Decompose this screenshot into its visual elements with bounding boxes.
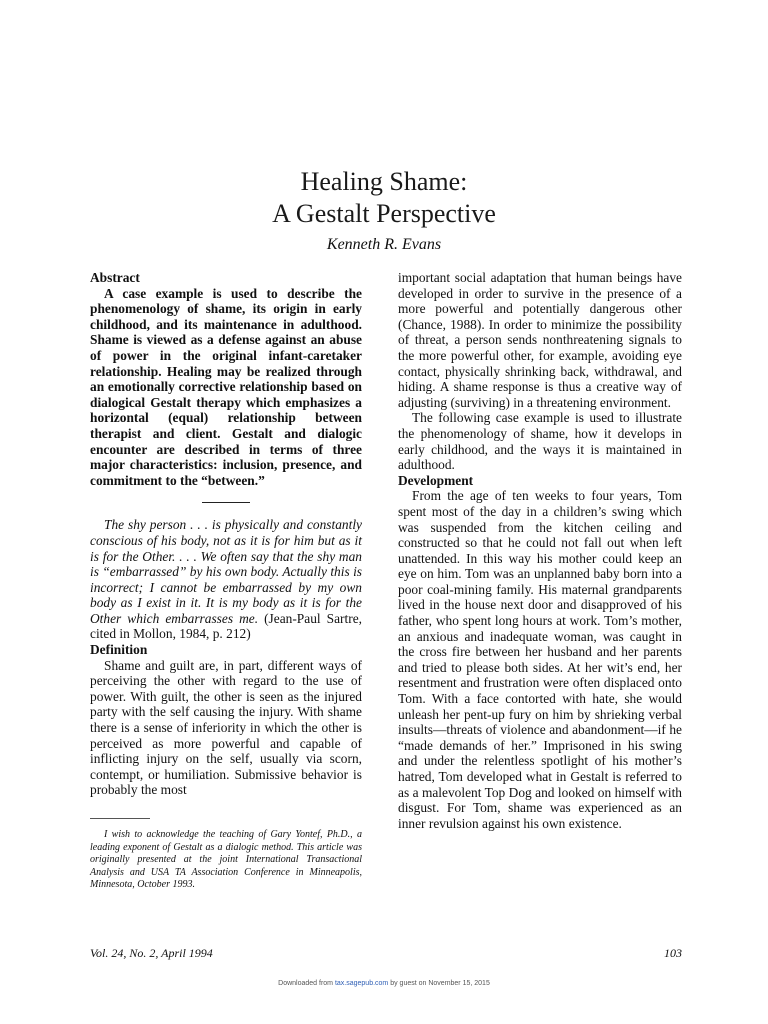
development-text: From the age of ten weeks to four years, Tom spent most of the day in a children’s swing which was suspended from the kitchen ceiling and constructed so that he could not fall out when left unattended. In this way his mother could keep an eye on him. Tom was an unplanned baby born into a poor coal-mining family. His maternal grandparents lived in the house next door and disapproved of his father, who spent long hours at work. Tom’s mother, an anxious and inadequate woman, was caught in the cross fire between her husband and her parents and tried to please both sides. At her wit’s end, her resentment and frustration were often displaced onto Tom. With a face contorted with hate, she would unleash her pent-up fury on him by shrieking verbal insults—threats of violence and abandonment—if he “made demands of her.” Imprisoned in his swing and under the relentless spotlight of his mother’s hatred, Tom developed what in Gestalt is referred to as a malevolent Top Dog and looked on himself with disgust. For Tom, shame was experienced as an inner revulsion against his own existence. [398, 488, 682, 831]
title-line-2: A Gestalt Perspective [272, 199, 496, 228]
definition-text: Shame and guilt are, in part, different ways of perceiving the other with regard to the use of power. With guilt, the other is seen as the injured party with the self causing the injury. With shame there is a sense of inferiority in which the other is perceived as more powerful and capable of inflicting injury on the self, usually via scorn, contempt, or humiliation. Submissive behavior is probably the most [90, 657, 362, 798]
left-column [90, 270, 362, 892]
download-prefix: Downloaded from [278, 980, 335, 987]
journal-citation: Vol. 24, No. 2, April 1994 [90, 946, 213, 960]
title-line-1: Healing Shame: [300, 167, 468, 196]
abstract-heading: Abstract [90, 270, 140, 285]
definition-heading: Definition [90, 642, 148, 658]
article-title [0, 166, 768, 230]
right-paragraph-1: important social adaptation that human beings have developed in order to survive in the presence of a more powerful and potentially dangerous other (Chance, 1988). In order to minimize the possibility of threat, a person sends nonthreatening signals to the more powerful other, for example, avoiding eye contact, physically shrinking back, withdrawal, and hiding. A shame response is thus a creative way of adjusting (surviving) in a threatening environment. [398, 270, 682, 410]
epigraph [90, 517, 362, 642]
epigraph-quote: The shy person . . . is physically and constantly conscious of his body, not as it is for him but as it is for the Other. . . . We often say that the shy man is “embarrassed” by his own body. Actually this is incorrect; I cannot be embarrassed by my own body as I exist in it. It is my body as it is for the Other which embarrasses me. [90, 517, 362, 626]
right-column [398, 270, 682, 831]
download-link[interactable]: tax.sagepub.com [334, 980, 389, 987]
download-notice [0, 980, 768, 987]
epigraph-citation: (Jean-Paul Sartre, cited in Mollon, 1984, p. 212) [90, 610, 362, 642]
development-heading: Development [398, 472, 474, 488]
author-name: Kenneth R. Evans [326, 236, 442, 253]
download-suffix: by guest on November 15, 2015 [388, 980, 490, 987]
section-divider [202, 502, 250, 503]
footnote: I wish to acknowledge the teaching of Gary Yontef, Ph.D., a leading exponent of Gestalt as a dialogic method. This article was originally presented at the joint International Transactional Analysis and USA TA Association Conference in Minneapolis, Minnesota, October 1993. [90, 829, 362, 891]
right-paragraph-2: The following case example is used to illustrate the phenomenology of shame, how it develops in early childhood, and the ways it is maintained in adulthood. [398, 410, 682, 473]
abstract-text: A case example is used to describe the phenomenology of shame, its origin in early childhood, and its maintenance in adulthood. Shame is viewed as a defense against an abuse of power in the original infant-caretaker relationship. Healing may be realized through an emotionally corrective relationship based on dialogical Gestalt therapy which emphasizes a horizontal (equal) relationship between therapist and client. Gestalt and dialogic encounter are described in terms of three major characteristics: inclusion, presence, and commitment to the “between.” [90, 285, 362, 488]
footnote-divider [90, 818, 150, 819]
page-number: 103 [664, 946, 682, 960]
